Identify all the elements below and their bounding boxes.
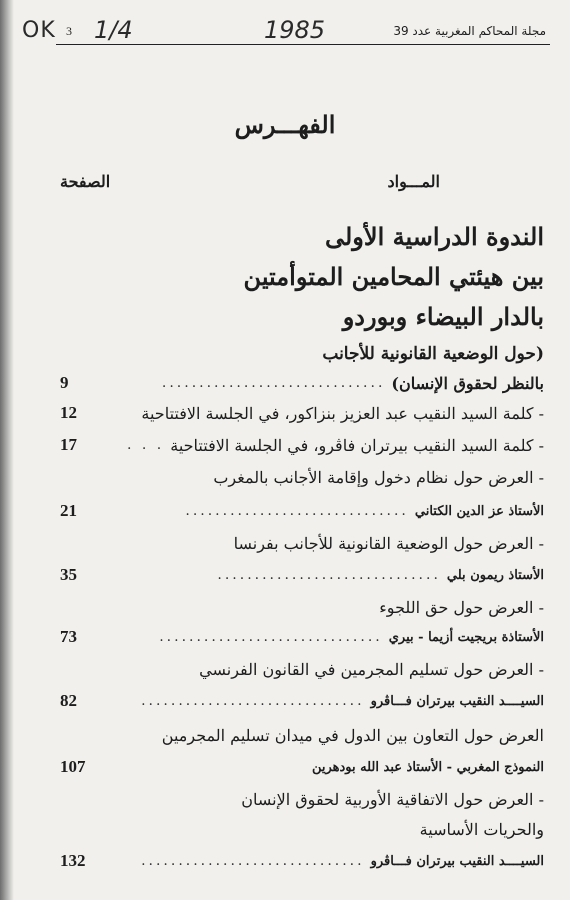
- dot-leader: ..............................: [185, 503, 409, 519]
- toc-row: [60, 398, 544, 428]
- toc-entry: - العرض حول الاتفاقية الأوربية لحقوق الإنسان: [241, 790, 544, 809]
- section-title-line-2: بين هيئتي المحامين المتوأمتين: [243, 262, 544, 291]
- toc-row: [60, 560, 544, 590]
- toc-page-number: 21: [60, 501, 77, 520]
- column-subject-heading: المـــواد: [387, 172, 440, 191]
- toc-page-number: 12: [60, 403, 77, 422]
- toc-row: [60, 368, 544, 398]
- toc-page-number: 17: [60, 435, 77, 454]
- toc-entry: - كلمة السيد النقيب بيرتران فاڤرو، في الجلسة الافتتاحية: [170, 435, 544, 455]
- toc-row: [60, 686, 544, 716]
- section-title-line-3: بالدار البيضاء وبوردو: [342, 302, 544, 331]
- toc-entry: بالنظر لحقوق الإنسان): [391, 373, 544, 393]
- handwritten-year: 1985: [264, 16, 326, 44]
- toc-row: [60, 496, 544, 526]
- page-header: [22, 14, 546, 48]
- toc-entry: العرض حول التعاون بين الدول في ميدان تسليم المجرمين: [161, 726, 544, 745]
- header-rule: [56, 44, 550, 45]
- toc-entry: النموذج المغربي - الأستاذ عبد الله بودهرين: [311, 759, 544, 775]
- toc-page-number: 132: [60, 851, 86, 870]
- toc-entry: السيــــد النقيب بيرتران فـــاڤرو: [370, 853, 544, 869]
- toc-row: [60, 846, 544, 876]
- toc-entry: الأستاذة بريجيت أزيما - بيري: [388, 629, 544, 645]
- toc-entry: - العرض حول الوضعية القانونية للأجانب بفرنسا: [233, 534, 544, 553]
- dot-leader: ..............................: [217, 567, 441, 583]
- handwritten-ok: OK: [22, 18, 56, 43]
- section-subtitle: (حول الوضعية القانونية للأجانب: [322, 344, 544, 364]
- page-number: 3: [66, 24, 72, 38]
- toc-entry: - العرض حول حق اللجوء: [379, 598, 544, 617]
- dot-leader: ..............................: [159, 629, 383, 645]
- journal-title: مجلة المحاكم المغربية عدد 39: [393, 24, 546, 38]
- toc-page-number: 73: [60, 627, 77, 646]
- toc-page-number: 107: [60, 757, 86, 776]
- dot-leader: . . .: [126, 437, 165, 453]
- toc-entry: الأستاذ ريمون بلي: [446, 567, 544, 583]
- column-page-heading: الصفحة: [60, 172, 111, 191]
- toc-entry: السيــــد النقيب بيرتران فـــاڤرو: [370, 693, 544, 709]
- toc-entry: - العرض حول نظام دخول وإقامة الأجانب بالمغرب: [213, 468, 544, 487]
- toc-row: [60, 752, 544, 782]
- section-title-line-1: الندوة الدراسية الأولى: [324, 222, 544, 251]
- toc-page-number: 82: [60, 691, 77, 710]
- toc-row: [60, 430, 544, 460]
- dot-leader: ..............................: [141, 693, 365, 709]
- toc-entry: - العرض حول تسليم المجرمين في القانون الفرنسي: [199, 660, 544, 679]
- dot-leader: ..............................: [141, 853, 365, 869]
- toc-entry: - كلمة السيد النقيب عبد العزيز بنزاكور، في الجلسة الافتتاحية: [141, 403, 544, 423]
- toc-entry: والحريات الأساسية: [419, 820, 544, 839]
- toc-page-number: 35: [60, 565, 77, 584]
- dot-leader: ..............................: [161, 375, 386, 391]
- page-title: الفهـــرس: [234, 110, 336, 139]
- toc-row: [60, 622, 544, 652]
- toc-entry: الأستاذ عز الدين الكتاني: [414, 503, 544, 519]
- handwritten-fraction: 1/4: [94, 16, 133, 44]
- toc-page-number: 9: [60, 373, 69, 392]
